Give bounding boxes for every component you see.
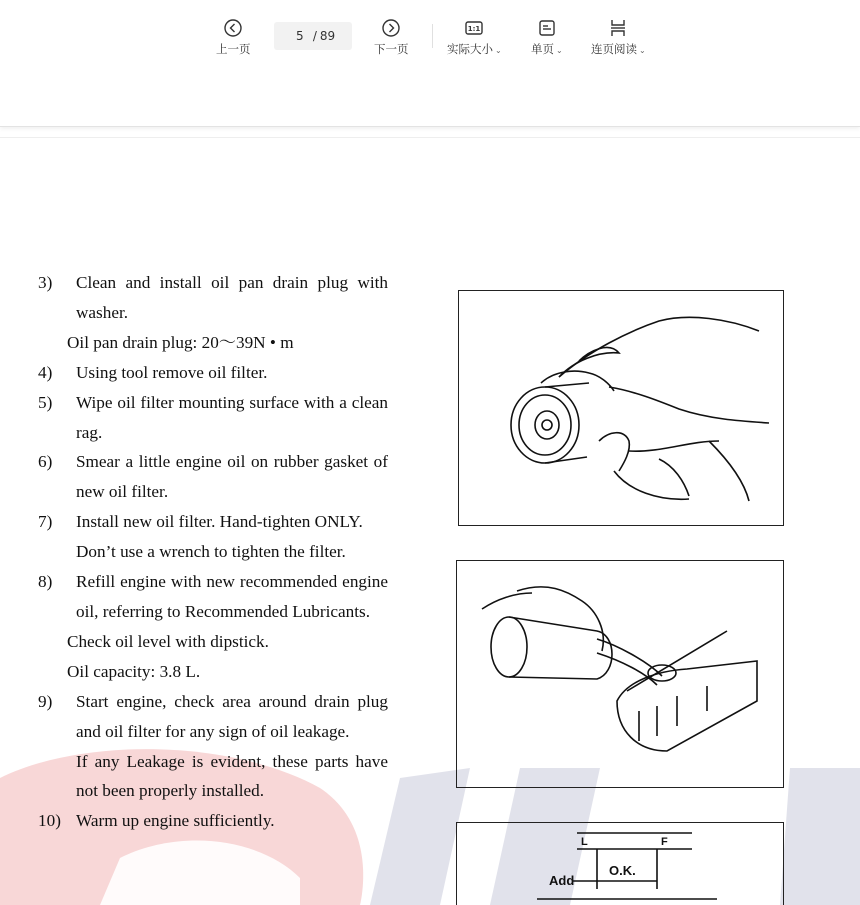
list-subnote: Oil capacity: 3.8 L. (67, 661, 201, 681)
next-page-icon (381, 18, 401, 38)
list-item: 7) Install new oil filter. Hand-tighten ONLY. Don’t use a wrench to tighten the filter. (38, 512, 363, 562)
figure-oil-refill (456, 560, 784, 788)
single-page-label: 单页 (531, 42, 554, 56)
dipstick-illustration (457, 823, 783, 905)
actual-size-label: 实际大小 (447, 42, 493, 56)
prev-page-button[interactable] (216, 18, 251, 57)
list-item: 9) Start engine, check area around drain plug and oil filter for any sign of oil leakage. If any Leakage is evident, these parts have not been properly installed. (38, 691, 388, 801)
oil-pouring-illustration (457, 561, 783, 787)
actual-size-icon (464, 18, 484, 38)
instructions-text (38, 268, 388, 836)
list-item: 4) Using tool remove oil filter. (38, 362, 268, 382)
list-subnote: Check oil level with dipstick. (67, 631, 269, 651)
list-subnote: Oil pan drain plug: 20～39N • m (67, 332, 294, 352)
list-item: 3) Clean and install oil pan drain plug with washer. (38, 273, 388, 322)
chevron-down-icon: ⌄ (495, 46, 502, 55)
continuous-read-icon (608, 18, 628, 38)
total-pages: 89 (319, 29, 336, 43)
toolbar-divider (432, 24, 433, 48)
list-item: 10) Warm up engine sufficiently. (38, 811, 275, 831)
prev-page-icon (223, 18, 243, 38)
fig-label-add: Add (549, 873, 575, 888)
continuous-read-label: 连页阅读 (591, 42, 637, 56)
page-number-input[interactable] (291, 29, 309, 43)
chevron-down-icon: ⌄ (639, 46, 646, 55)
reader-toolbar (0, 0, 860, 127)
fig-label-ok: O.K. (609, 863, 636, 878)
list-item: 6) Smear a little engine oil on rubber gasket of new oil filter. (38, 452, 388, 502)
document-page (0, 137, 860, 905)
actual-size-button[interactable] (447, 18, 502, 57)
list-item: 8) Refill engine with new recommended engine oil, referring to Recommended Lubricants. (38, 572, 388, 621)
continuous-read-button[interactable] (591, 18, 646, 57)
single-page-button[interactable] (531, 18, 563, 57)
fig-label-l: L (581, 836, 588, 848)
page-separator: / (312, 29, 317, 43)
actual-size-icon-text: 1:1 (468, 25, 481, 34)
fig-label-f: F (661, 836, 668, 848)
list-item: 5) Wipe oil filter mounting surface with a clean rag. (38, 392, 388, 442)
figure-oil-filter-removal (458, 290, 784, 526)
next-page-label: 下一页 (374, 42, 409, 56)
single-page-icon (537, 18, 557, 38)
hand-filter-illustration (459, 291, 783, 525)
next-page-button[interactable] (374, 18, 409, 57)
chevron-down-icon: ⌄ (556, 46, 563, 55)
page-indicator (274, 22, 352, 50)
figure-dipstick-level (456, 822, 784, 905)
prev-page-label: 上一页 (216, 42, 251, 56)
